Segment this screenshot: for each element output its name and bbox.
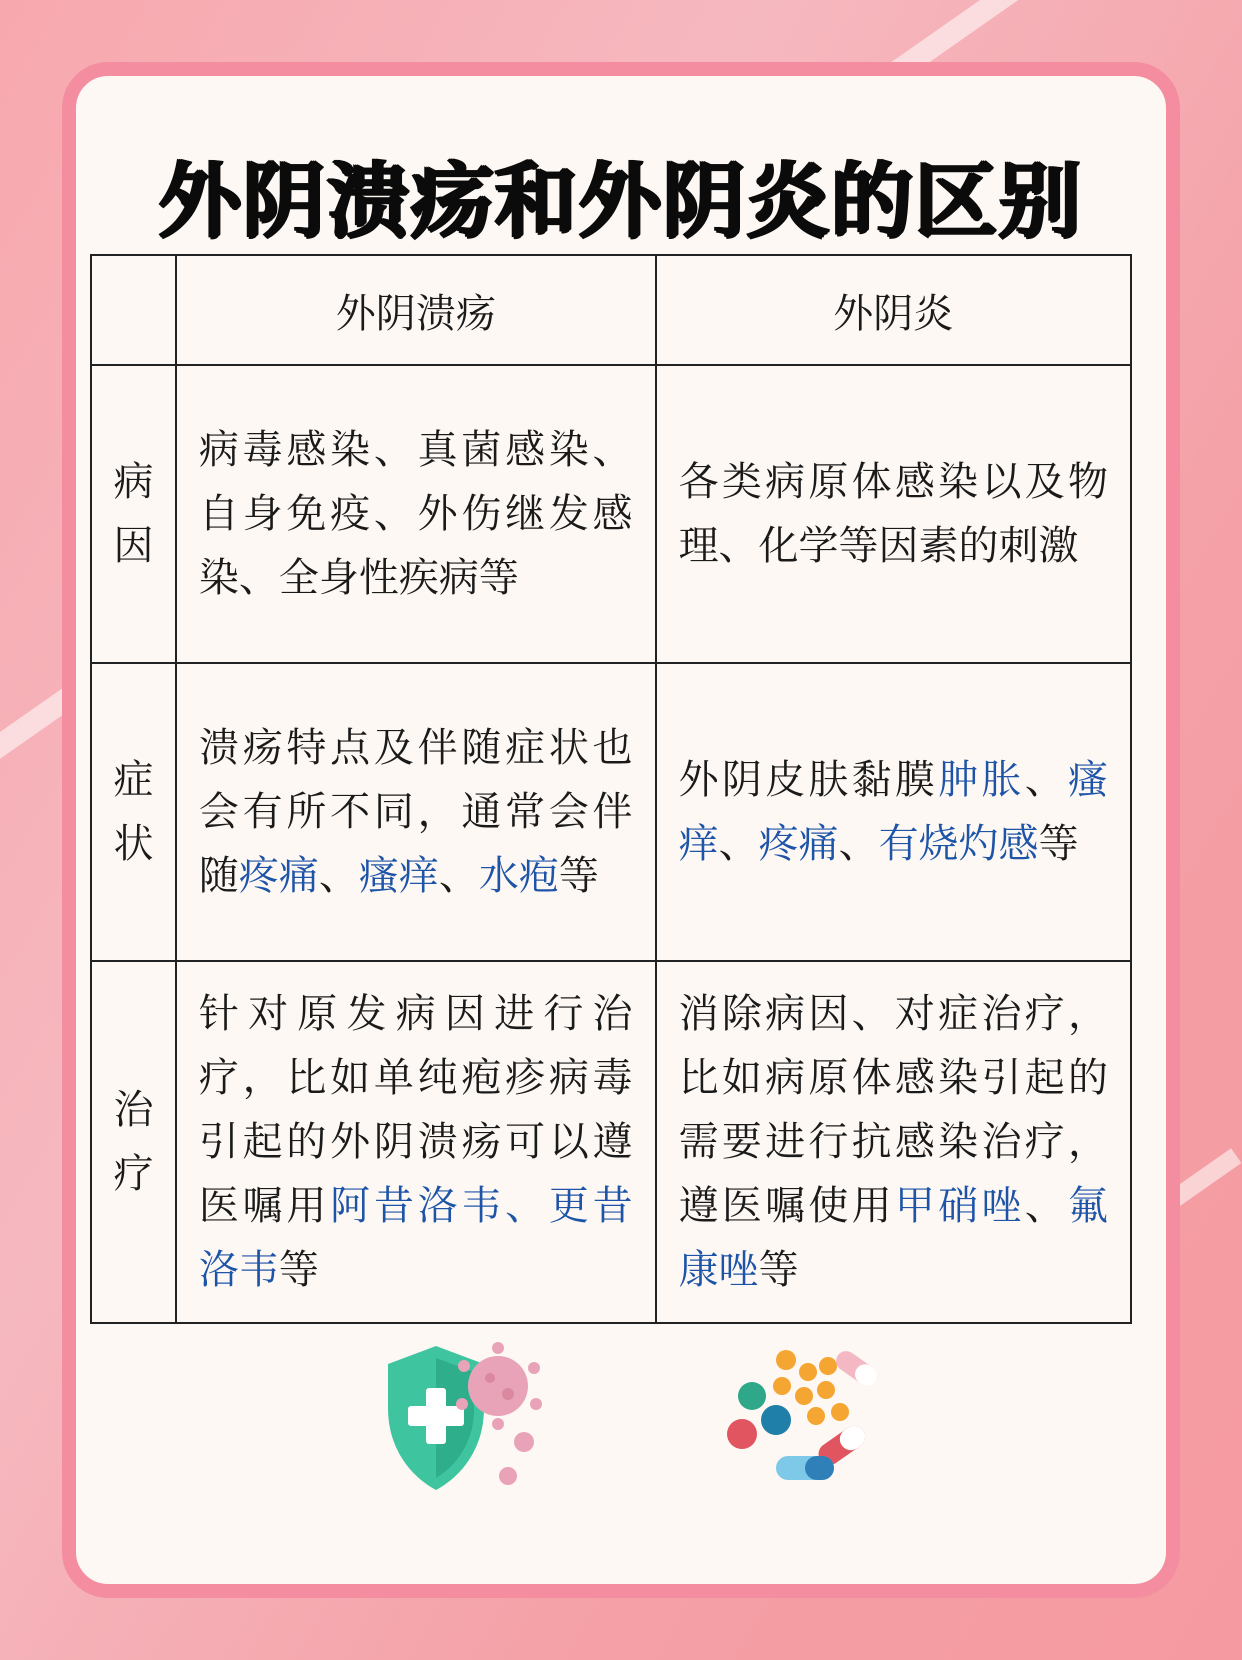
- cell-vulvitis-cause: [656, 365, 1131, 663]
- cell-ulcer-treatment: [176, 961, 656, 1323]
- cell-text: 针对原发病因进行治疗，比如单纯疱疹病毒引起的外阴溃疡可以遵医嘱用: [198, 991, 633, 1229]
- cell-ulcer-cause: [176, 365, 656, 663]
- cell-text: 病毒感染、真菌感染、自身免疫、外伤继发感染、全身性疾病等: [198, 427, 633, 601]
- cell-text: 等: [1038, 821, 1079, 867]
- highlight-term: 氟康唑: [678, 1183, 1109, 1293]
- cell-text: 、: [838, 821, 879, 867]
- header-ulcer: 外阴溃疡: [176, 255, 656, 365]
- header-vulvitis: 外阴炎: [656, 255, 1131, 365]
- shield-virus-icon: [376, 1338, 556, 1498]
- row-label-text: 症状: [113, 757, 154, 867]
- cell-vulvitis-treatment: [656, 961, 1131, 1323]
- cell-text: 等: [758, 1247, 799, 1293]
- page-title: 外阴溃疡和外阴炎的区别: [158, 154, 1083, 249]
- cell-text: 、: [438, 853, 479, 899]
- highlight-term: 疼痛: [758, 821, 839, 867]
- cell-text: 外阴皮肤黏膜: [678, 757, 939, 803]
- header-empty: [91, 255, 176, 365]
- cell-vulvitis-symptom: [656, 663, 1131, 961]
- table-header-row: [91, 255, 1131, 365]
- highlight-term: 阿昔洛韦、更昔洛韦: [198, 1183, 633, 1293]
- row-label-text: 治疗: [113, 1087, 154, 1197]
- content-card: [62, 62, 1180, 1598]
- row-label-symptom: [91, 663, 176, 961]
- highlight-term: 甲硝唑: [894, 1183, 1025, 1229]
- cell-ulcer-symptom: [176, 663, 656, 961]
- table-row: [91, 663, 1131, 961]
- cell-text: 等: [278, 1247, 319, 1293]
- highlight-term: 水疱: [478, 853, 559, 899]
- cell-text: 等: [558, 853, 599, 899]
- cell-text: 各类病原体感染以及物理、化学等因素的刺激: [678, 459, 1108, 569]
- table-row: [91, 365, 1131, 663]
- highlight-term: 疼痛: [238, 853, 319, 899]
- table-row: [91, 961, 1131, 1323]
- highlight-term: 瘙痒: [358, 853, 439, 899]
- highlight-term: 有烧灼感: [878, 821, 1039, 867]
- row-label-text: 病因: [113, 459, 154, 569]
- cell-text: 消除病因、对症治疗，比如病原体感染引起的需要进行抗感染治疗，遵医嘱使用: [678, 991, 1108, 1229]
- cell-text: 、: [318, 853, 359, 899]
- highlight-term: 肿胀: [938, 757, 1025, 803]
- cell-text: 、: [1024, 1183, 1069, 1229]
- cell-text: 溃疡特点及伴随症状也会有所不同，通常会伴随: [198, 725, 633, 899]
- cell-text: 、: [718, 821, 759, 867]
- comparison-table: [90, 254, 1132, 1324]
- row-label-treatment: [91, 961, 176, 1323]
- row-label-cause: [91, 365, 176, 663]
- highlight-term: 瘙痒: [678, 757, 1109, 867]
- cell-text: 、: [1024, 757, 1069, 803]
- pills-icon: [716, 1338, 886, 1498]
